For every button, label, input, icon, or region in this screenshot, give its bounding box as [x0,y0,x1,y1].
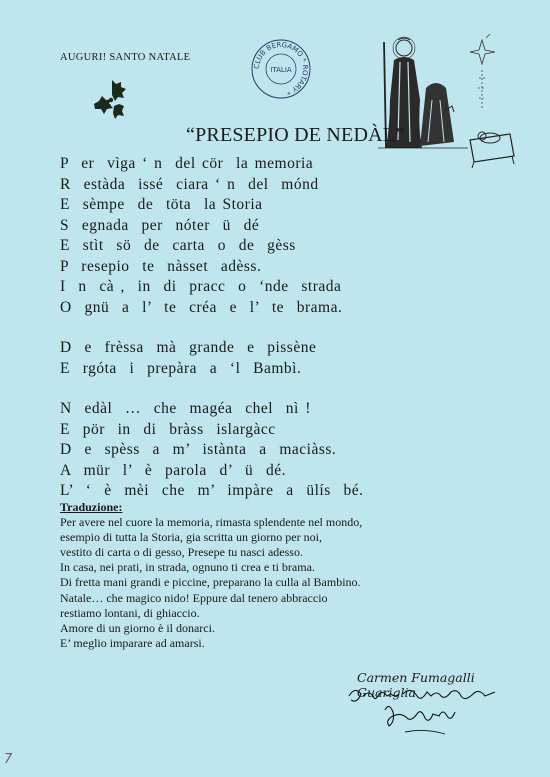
poem-stanza [60,338,363,379]
translation-line: In casa, nei prati, in strada, ognuno ti crea e ti brama. [60,560,315,575]
poem-line: L’ ‘ è mèi che m’ impàre a ülís bé. [60,482,364,499]
translation-line: E’ meglio imparare ad amarsi. [60,635,205,650]
poem-line: D e frèssa mà grande e pissène [60,339,317,356]
translation-line: vestito di carta o di gesso, Presepe tu nasci adesso. [60,545,303,560]
translation-line: Di fretta mani grandi e piccine, preparano la culla al Bambino. [60,575,361,590]
translation-line: restiamo lontani, di ghiaccio. [60,605,200,620]
christmas-greeting: AUGURI! SANTO NATALE [60,52,191,63]
poem-line: D e spèss a m’ istànta a maciàss. [60,441,337,458]
signature-name: Carmen Fumagalli Guariglia [357,670,475,700]
poem-line: N edàl … che magéa chel nì ! [60,400,311,417]
translation-line: esempio di tutta la Storia, gia scritta un giorno per noi, [60,530,322,545]
poem-line: I n cà , in di pracc o ‘nde strada [60,278,342,295]
translation-section [60,500,362,651]
holly-icon [90,76,136,122]
translation-line: Natale… che magico nido! Eppure dal tenero abbraccio [60,590,328,605]
nativity-illustration-icon [378,30,518,168]
poem-line: E sèmpe de töta la Storia [60,196,263,213]
page-number: 7 [4,752,13,767]
handwritten-signature-icon [345,682,515,742]
poem-title: “PRESEPIO DE NEDÀL” [186,124,405,146]
translation-heading: Traduzione: [60,500,123,514]
signature [345,670,515,740]
poem-line: E pör in di bràss islargàcc [60,420,276,438]
poem-body [60,154,363,522]
club-stamp-icon [250,38,312,100]
poem-line: A mür l’ è parola d’ ü dé. [60,461,286,479]
poem-line: P resepio te nàsset adèss. [60,257,262,275]
poem-line: E rgóta i prepàra a ‘l Bambì. [60,359,302,377]
poem-line: S egnada per nóter ü dé [60,216,260,234]
stamp-ring-text: CLUB BERGAMO * ROTARY * [252,40,310,97]
poem-line: R estàda issé ciara ‘ n del mónd [60,175,319,193]
poem-line: E stìt sö de carta o de gèss [60,237,296,254]
poem-stanza [60,399,363,502]
poem-line: O gnü a l’ te créa e l’ te brama. [60,298,343,316]
poem-stanza [60,154,363,318]
poem-line: P er vìga ‘ n del cör la memoria [60,155,314,172]
translation-line: Amore di un giorno è il donarci. [60,620,215,635]
stamp-center-text: ITALIA [270,66,292,74]
translation-line: Per avere nel cuore la memoria, rimasta splendente nel mondo, [60,515,363,530]
